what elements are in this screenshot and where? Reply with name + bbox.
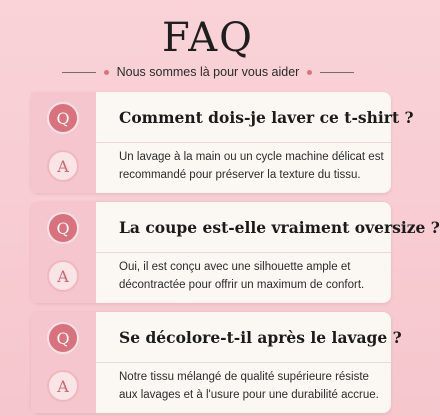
card-divider xyxy=(96,362,391,363)
answer-badge-icon: A xyxy=(47,150,79,182)
dot-icon xyxy=(307,70,312,75)
answer-badge-icon: A xyxy=(47,370,79,402)
faq-card xyxy=(31,92,414,193)
question-badge-icon: Q xyxy=(47,212,79,244)
divider-line-left xyxy=(62,72,96,73)
question-badge-icon: Q xyxy=(47,102,79,134)
divider-line-right xyxy=(320,72,354,73)
faq-card xyxy=(31,202,440,303)
card-divider xyxy=(96,142,391,143)
faq-answer: Notre tissu mélangé de qualité supérieure résiste aux lavages et à l'usure pour une durabilité accrue. xyxy=(119,371,379,401)
card-divider xyxy=(96,252,391,253)
subtitle-row xyxy=(0,62,416,82)
faq-card xyxy=(31,312,402,413)
faq-question: Se décolore-t-il après le lavage ? xyxy=(119,328,402,347)
faq-answer: Un lavage à la main ou un cycle machine délicat est recommandé pour préserver la texture du tissu. xyxy=(119,151,384,181)
faq-answer: Oui, il est conçu avec une silhouette ample et décontractée pour offrir un maximum de confort. xyxy=(119,261,365,291)
question-badge-icon: Q xyxy=(47,322,79,354)
faq-question: La coupe est-elle vraiment oversize ? xyxy=(119,218,440,237)
answer-badge-icon: A xyxy=(47,260,79,292)
faq-question: Comment dois-je laver ce t-shirt ? xyxy=(119,108,414,127)
page-subtitle: Nous sommes là pour vous aider xyxy=(116,65,300,79)
page-title: FAQ xyxy=(162,15,254,61)
dot-icon xyxy=(104,70,109,75)
